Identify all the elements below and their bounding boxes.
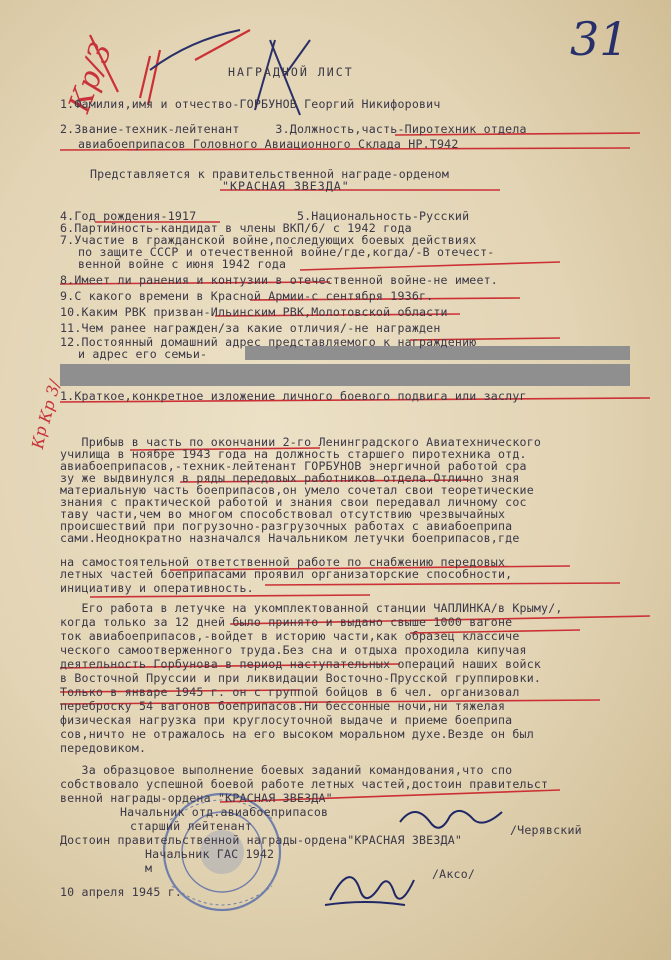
document-date: 10 апреля 1945 г.: [60, 885, 183, 899]
field-7: 7.Участие в гражданской войне,последующих боевых действиях: [60, 233, 477, 247]
endorser-mark: м: [145, 861, 153, 875]
field-7-cont: по защите СССР и отечественной войне/где,когда/-В отечест-: [78, 245, 495, 259]
endorser-title: Начальник ГАС 1942: [145, 847, 275, 861]
field-12: 12.Постоянный домашний адрес представляемого к награждению: [60, 335, 477, 349]
header-line-2: 2.Звание-техник-лейтенант 3.Должность,часть-Пиротехник отдела: [60, 122, 527, 136]
header-line-1: 1.Фамилия,имя и отчество-ГОРБУНОВ Георгий Никифорович: [60, 97, 441, 111]
summary-heading: 1.Краткое,конкретное изложение личного боевого подвига или заслуг: [60, 389, 527, 403]
presented-line-1: Представляется к правительственной награде-орденом: [90, 167, 450, 181]
body-line-10: на самостоятельной ответственной работе по снабжению передовых: [60, 555, 506, 569]
endorsement-line: Достоин правительственной награды-ордена"КРАСНАЯ ЗВЕЗДА": [60, 833, 463, 847]
body-line-16: ческого самоотверженного труда.Без сна и отдыха проходила кипучая: [60, 643, 527, 657]
body-line-21: физическая нагрузка при круглосуточной выдаче и приеме боеприпа: [60, 713, 513, 727]
body-line-7: таву части,чем во многом способствовал отсутствию чрезвычайных: [60, 507, 506, 521]
endorser-name: /Аксо/: [432, 867, 476, 881]
body-line-5: материальную часть боеприпасов,он умело сочетал свои теоретические: [60, 483, 534, 497]
body-line-24: За образцовое выполнение боевых заданий командования,что спо: [60, 763, 513, 777]
header-line-3: авиабоеприпасов Головного Авиационного Склада НР.Т942: [78, 137, 459, 151]
body-line-26: венной награды-ордена "КРАСНАЯ ЗВЕЗДА": [60, 791, 333, 805]
body-line-23: передовиком.: [60, 741, 147, 755]
body-line-22: сов,ничто не отражалось на его высоком моральном духе.Везде он был: [60, 727, 534, 741]
signer-title-1: Начальник отд.авиабоеприпасов: [120, 805, 329, 819]
body-line-15: ток авиабоеприпасов,-войдет в историю части,как образец классиче: [60, 629, 520, 643]
presented-line-2: "КРАСНАЯ ЗВЕЗДА": [222, 179, 350, 193]
field-10: 10.Каким РВК призван-Ильинским РВК,Молотовской области: [60, 305, 448, 319]
pen-mark-side-1: Кр 3/: [34, 378, 65, 425]
field-7-cont-2: венной войне с июня 1942 года: [78, 257, 287, 271]
body-line-2: училища в ноябре 1943 года на должность старшего пиротехника отд.: [60, 447, 527, 461]
body-line-9: сами.Неоднократно назначался Начальником летучки боеприпасов,где: [60, 531, 520, 545]
document-title: НАГРАДНОЙ ЛИСТ: [228, 65, 354, 79]
body-line-12: инициативу и оперативность.: [60, 581, 254, 595]
page-number: 31: [570, 12, 629, 66]
red-pen-strokes: [90, 30, 250, 105]
pen-mark-side-2: Кр: [27, 424, 51, 451]
signer-title-2: старший лейтенант: [130, 819, 253, 833]
body-line-1: Прибыв в часть по окончании 2-го Ленинградского Авиатехнического: [60, 435, 542, 449]
pen-mark-top-left: Кр/3: [62, 37, 120, 118]
body-line-11: летных частей боеприпасами проявил организаторские способности,: [60, 567, 513, 581]
signer-name: /Черявский: [510, 823, 582, 837]
body-line-8: происшествий при погрузочно-разгрузочных работах с авиабоеприпа: [60, 519, 513, 533]
field-4-5: 4.Год рождения-1917 5.Национальность-Русский: [60, 209, 470, 223]
body-line-19: Только в январе 1945 г. он с группой бойцов в 6 чел. организовал: [60, 685, 520, 699]
body-line-20: переброску 54 вагонов боеприпасов.Ни бессонные ночи,ни тяжелая: [60, 699, 506, 713]
body-line-25: собствовало успешной боевой работе летных частей,достоин правительст: [60, 777, 549, 791]
handwritten-signatures: [325, 811, 502, 905]
field-8: 8.Имеет ли ранения и контузии в отечественной войне-не имеет.: [60, 273, 498, 287]
field-11: 11.Чем ранее награжден/за какие отличия/-не награжден: [60, 321, 441, 335]
body-line-14: когда только за 12 дней было принято и выдано свыше 1000 вагоне: [60, 615, 513, 629]
body-line-18: в Восточной Пруссии и при ликвидации Восточно-Прусской группировки.: [60, 671, 542, 685]
body-line-6: знания с практической работой и знания свои передавал личному сос: [60, 495, 527, 509]
body-line-13: Его работа в летучке на укомплектованной станции ЧАПЛИНКА/в Крыму/,: [60, 601, 563, 615]
field-9: 9.С какого времени в Красной Армии-с сентября 1936г.: [60, 289, 434, 303]
body-line-3: авиабоеприпасов,-техник-лейтенант ГОРБУНОВ энергичной работой сра: [60, 459, 527, 473]
field-12-cont: и адрес его семьи-: [78, 347, 208, 361]
field-6: 6.Партийность-кандидат в члены ВКП/б/ с 1942 года: [60, 221, 412, 235]
body-line-4: зу же выдвинулся в ряды передовых работников отдела.Отлично зная: [60, 471, 520, 485]
body-line-17: деятельность Горбунова в период наступательных операций наших войск: [60, 657, 542, 671]
